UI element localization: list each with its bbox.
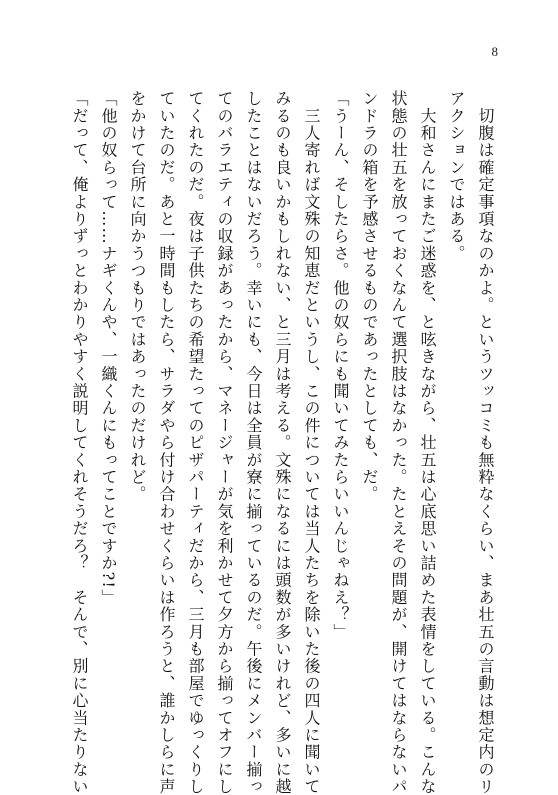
text-line: ンドラの箱を予感させるものであったとしても、だ。 — [360, 90, 379, 503]
page-number: 8 — [491, 44, 498, 59]
text-line: ていたのだ。あと一時間もしたら、サラダやら付け合わせくらいは作ろうと、誰かしらに声 — [157, 90, 176, 795]
text-line: みるのも良いかもしれない、と三月は考える。文殊になるには頭数が多いけれど、多いに越 — [273, 90, 292, 795]
text-line: 「だって、俺よりずっとわかりやすく説明してくれそうだろ？ そんで、別に心当たりない — [70, 90, 89, 795]
text-line: 切腹は確定事項なのかよ。というツッコミも無粋なくらい、まあ壮五の言動は想定内のリ — [476, 90, 495, 795]
text-line: したことはないだろう。幸いにも、今日は全員が寮に揃っているのだ。午後にメンバー揃っ — [244, 90, 263, 795]
text-line: てのバラエティの収録があったから、マネージャーが気を利かせて夕方から揃ってオフにし — [215, 90, 234, 795]
text-line: 状態の壮五を放っておくなんて選択肢はなかった。たとえその問題が、開けてはならないパ — [389, 90, 408, 795]
text-line: アクションではある。 — [447, 90, 466, 262]
text-line: 大和さんにまたご迷惑を、と呟きながら、壮五は心底思い詰めた表情をしている。こんな — [418, 90, 437, 795]
vertical-text-body — [65, 90, 500, 795]
text-line: をかけて台所に向かうつもりではあったのだけれど。 — [128, 90, 147, 503]
text-line: 三人寄れば文殊の知恵だというし、この件については当人たちを除いた後の四人に聞いて — [302, 90, 321, 795]
text-line: てくれたのだ。夜は子供たちの希望たってのピザパーティだから、三月も部屋でゆっくりし — [186, 90, 205, 795]
text-line: 「うーん、そしたらさ。他の奴らにも聞いてみたらいいんじゃねえ？」 — [331, 90, 350, 641]
text-line: 「他の奴らって……ナギくんや、一織くんにもってことですか?!」 — [99, 90, 118, 607]
